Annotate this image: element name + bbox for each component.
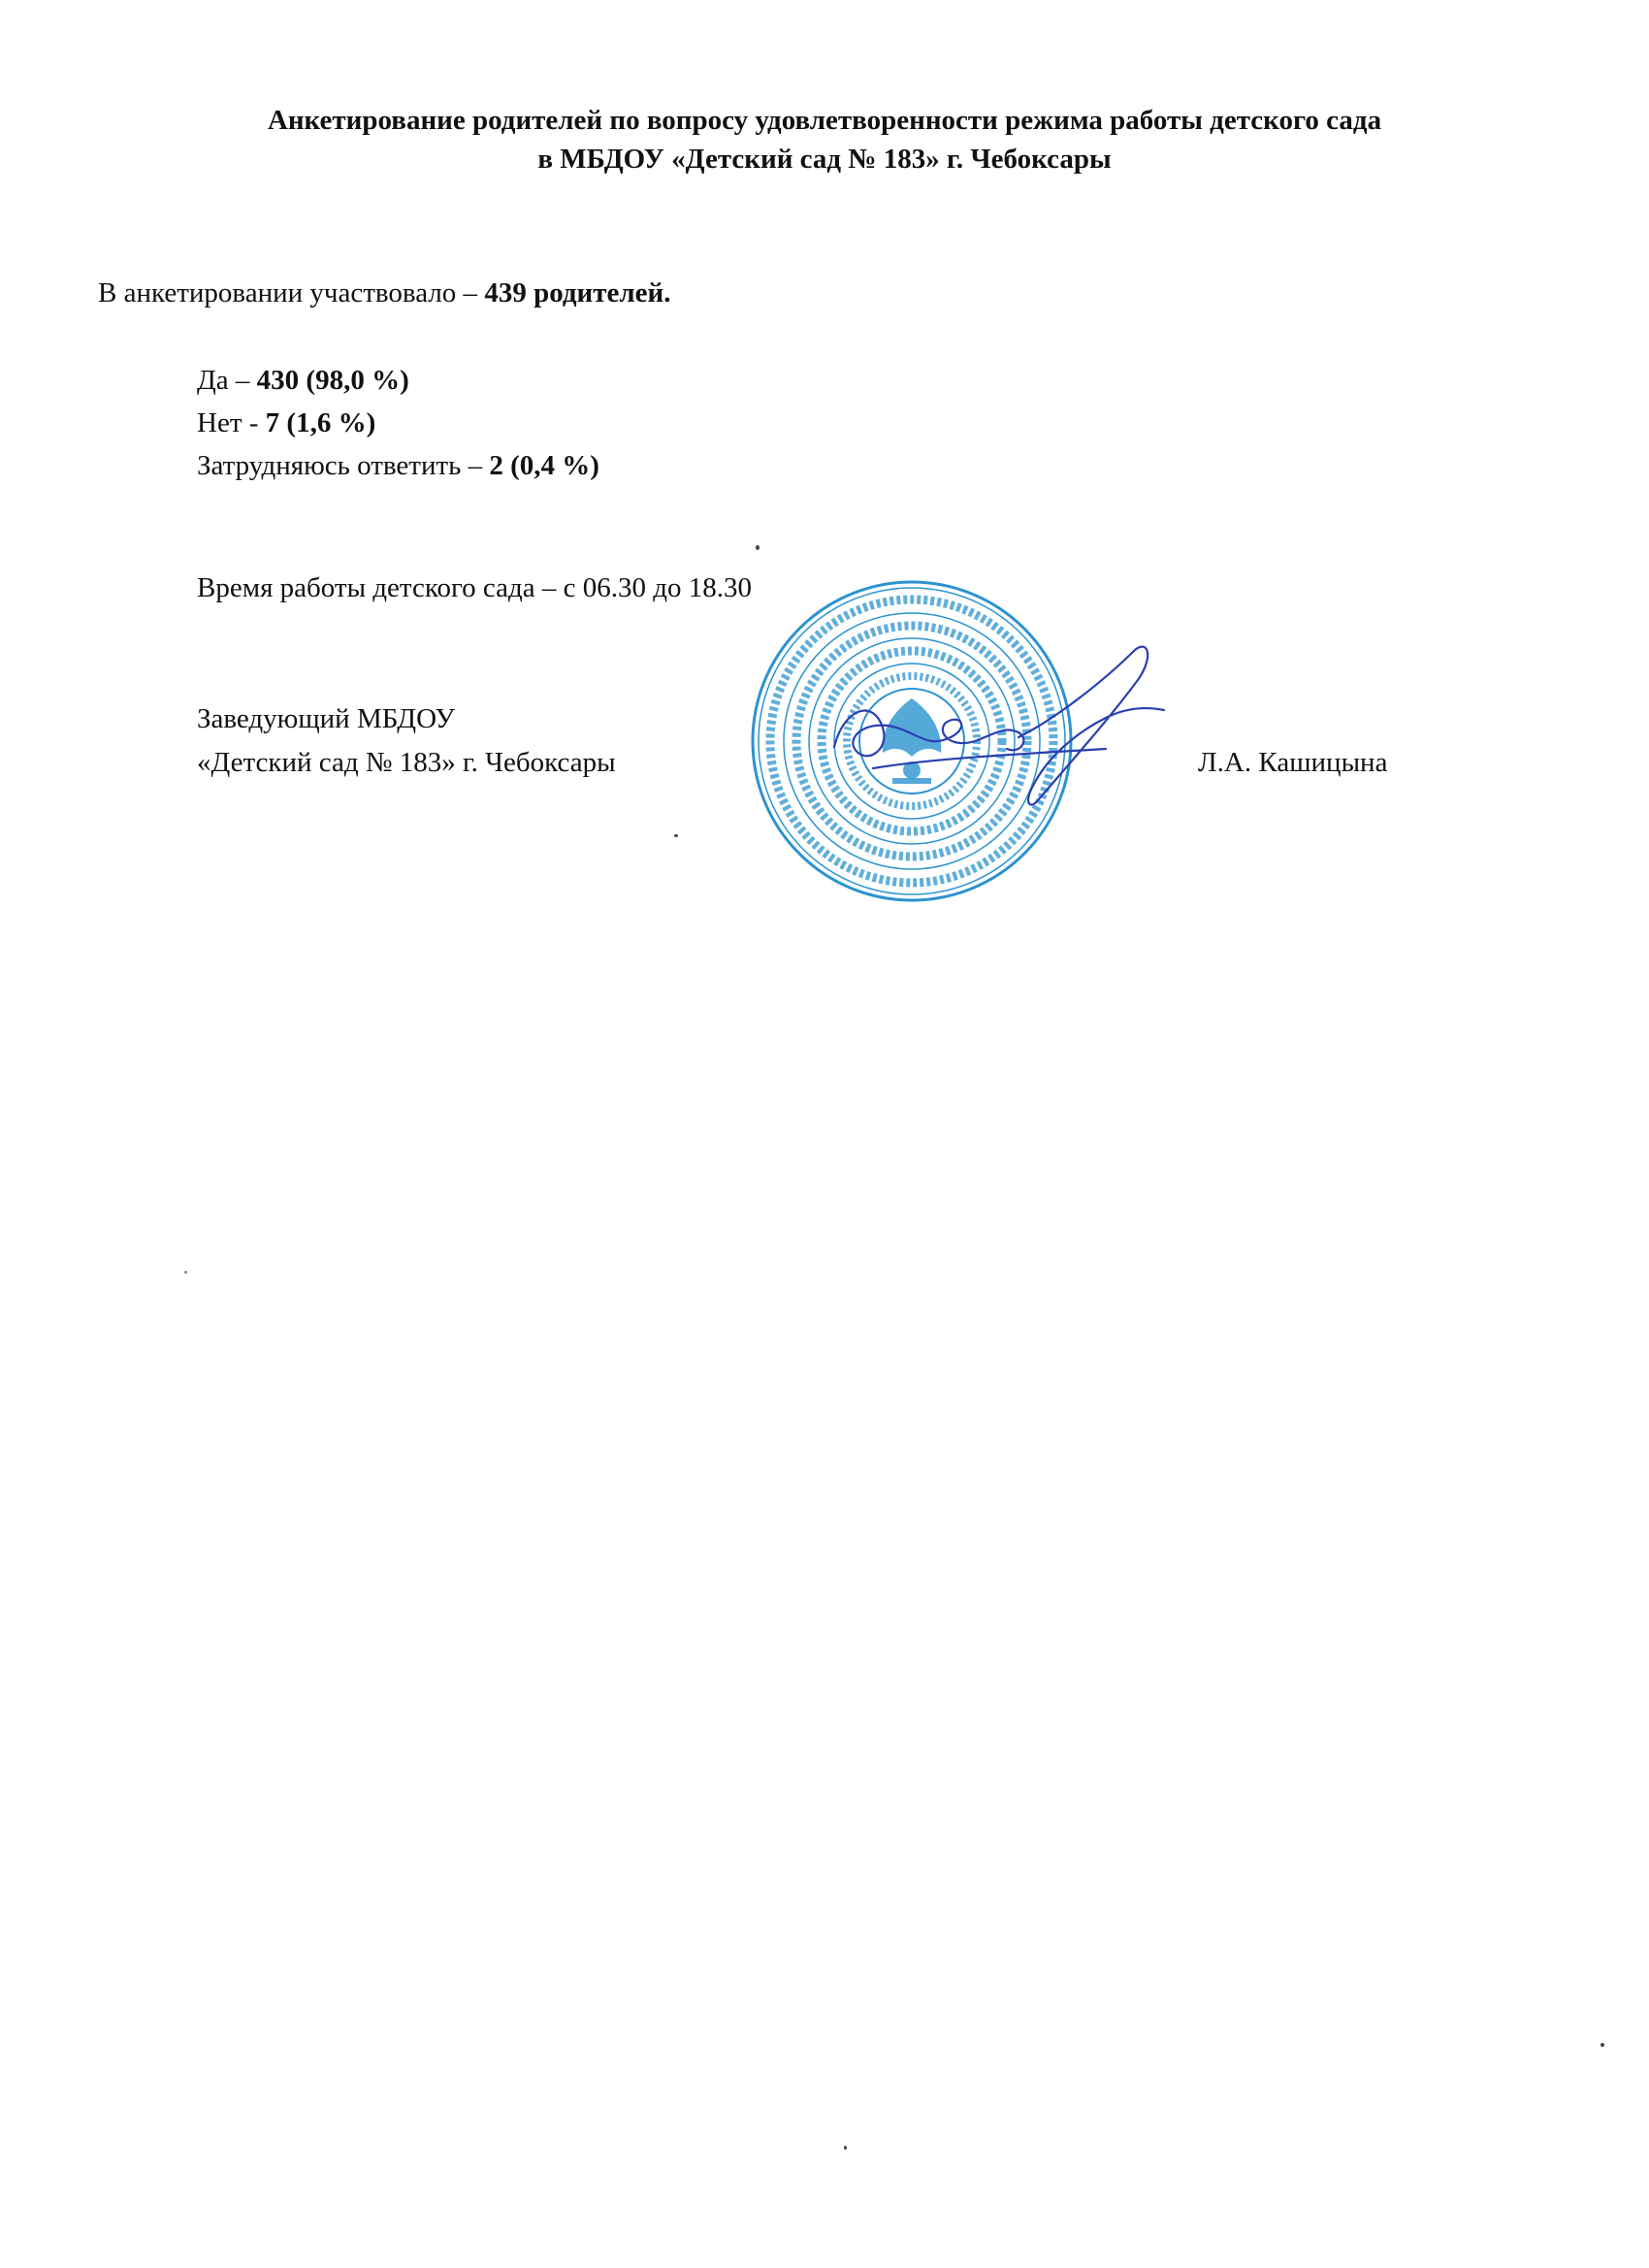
scan-speck bbox=[844, 2146, 847, 2150]
participants-line bbox=[98, 275, 670, 310]
answer-yes-label: Да – bbox=[197, 365, 257, 396]
answer-unsure-label: Затрудняюсь ответить – bbox=[197, 450, 490, 481]
scan-speck bbox=[756, 545, 760, 550]
signer-position-line-2: «Детский сад № 183» г. Чебоксары bbox=[197, 747, 616, 778]
title-line-2: в МБДОУ «Детский сад № 183» г. Чебоксары bbox=[537, 144, 1112, 175]
signature-icon bbox=[815, 640, 1174, 815]
scan-speck bbox=[1600, 2043, 1604, 2047]
answer-no-label: Нет - bbox=[197, 407, 266, 438]
title-line-1: Анкетирование родителей по вопросу удовлетворенности режима работы детского сада bbox=[267, 105, 1382, 136]
answer-no bbox=[197, 405, 375, 440]
scan-speck bbox=[674, 834, 678, 837]
answer-unsure-value: 2 (0,4 %) bbox=[489, 450, 599, 481]
answer-no-value: 7 (1,6 %) bbox=[265, 407, 376, 438]
participants-label: В анкетировании участвовало – bbox=[98, 277, 485, 308]
document-title bbox=[0, 101, 1649, 178]
participants-count: 439 родителей. bbox=[484, 277, 671, 308]
working-hours: Время работы детского сада – с 06.30 до 18.30 bbox=[197, 572, 752, 603]
answer-yes-value: 430 (98,0 %) bbox=[256, 365, 409, 396]
answer-yes bbox=[197, 363, 409, 398]
signer-name: Л.А. Кашицына bbox=[1198, 747, 1388, 778]
signer-position-line-1: Заведующий МБДОУ bbox=[197, 703, 455, 734]
scan-speck bbox=[184, 1271, 187, 1274]
answer-unsure bbox=[197, 448, 599, 483]
